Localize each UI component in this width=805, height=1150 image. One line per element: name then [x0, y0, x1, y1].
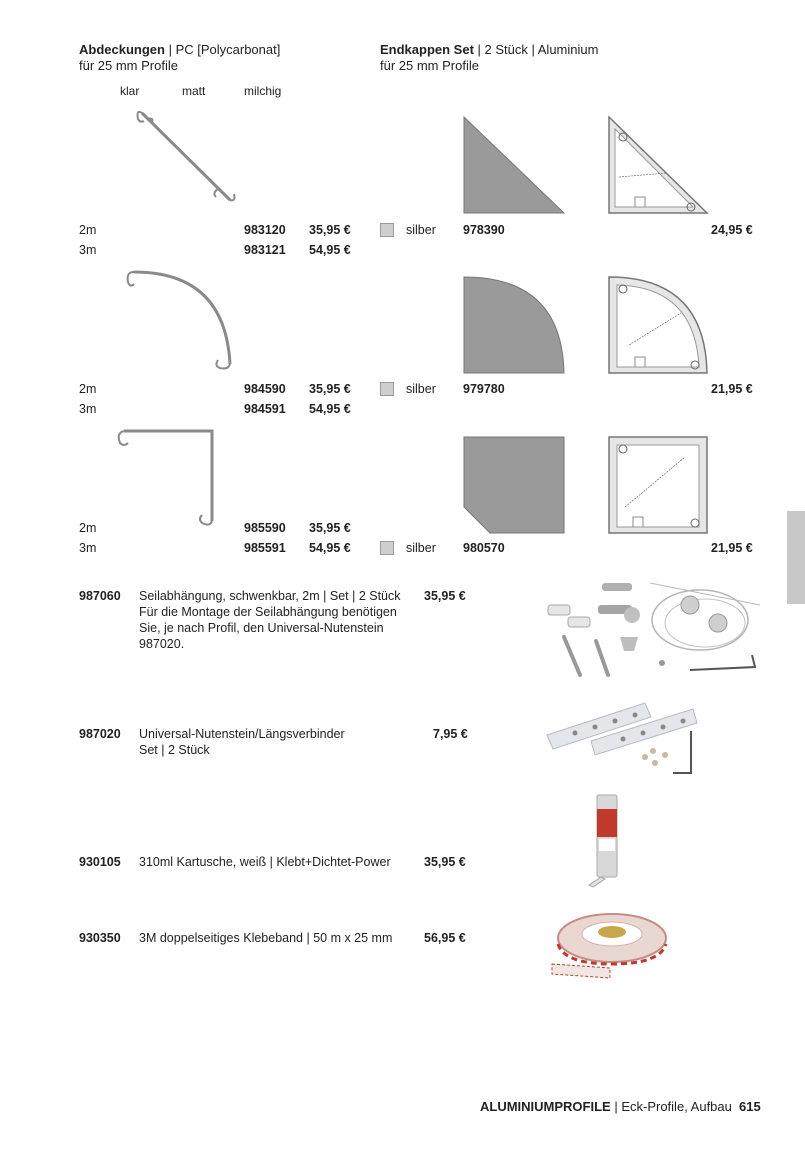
cartridge-image: [585, 793, 625, 888]
endcap2-color-swatch: [380, 382, 394, 396]
cover3-length-3m: 3m: [79, 541, 97, 555]
acc1-line-1: Seilabhängung, schwenkbar, 2m | Set | 2 Stück: [139, 589, 401, 603]
cover2-price-3m: 54,95 €: [309, 402, 351, 416]
endcap1-code: 978390: [463, 223, 505, 237]
endcap1-color: silber: [406, 223, 436, 237]
variant-matt: matt: [182, 84, 206, 98]
cover1-code-2m: 983120: [244, 223, 286, 237]
acc4-code: 930350: [79, 931, 121, 945]
acc1-line-3: Sie, je nach Profil, den Universal-Nutenstein: [139, 621, 384, 635]
cover2-length-2m: 2m: [79, 382, 97, 396]
endcap-triangle-image: [462, 115, 567, 215]
acc2-line-1: Universal-Nutenstein/Längsverbinder: [139, 727, 345, 741]
endcap1-price: 24,95 €: [711, 223, 753, 237]
acc1-code: 987060: [79, 589, 121, 603]
cover3-price-3m: 54,95 €: [309, 541, 351, 555]
profile-square-drawing: [605, 435, 710, 535]
variant-klar: klar: [120, 84, 140, 98]
endcap2-code: 979780: [463, 382, 505, 396]
endcap-square-image: [462, 435, 567, 535]
acc3-line-1: 310ml Kartusche, weiß | Klebt+Dichtet-Power: [139, 855, 391, 869]
page-number: 615: [739, 1099, 761, 1114]
acc2-line-2: Set | 2 Stück: [139, 743, 210, 757]
cover2-code-2m: 984590: [244, 382, 286, 396]
cover3-code-2m: 985590: [244, 521, 286, 535]
footer-section: ALUMINIUMPROFILE: [480, 1099, 611, 1114]
endcap3-price: 21,95 €: [711, 541, 753, 555]
acc1-price: 35,95 €: [424, 589, 466, 603]
cover1-length-2m: 2m: [79, 223, 97, 237]
tape-roll-image: [550, 908, 670, 980]
cover3-code-3m: 985591: [244, 541, 286, 555]
slot-nut-connector-image: [545, 695, 700, 780]
footer: [480, 1099, 732, 1114]
endcaps-subtitle: für 25 mm Profile: [380, 58, 479, 73]
endcaps-title-rest: | 2 Stück | Aluminium: [473, 42, 599, 57]
acc1-line-2: Für die Montage der Seilabhängung benötigen: [139, 605, 397, 619]
variant-milchig: milchig: [244, 84, 282, 98]
cover2-code-3m: 984591: [244, 402, 286, 416]
covers-title-rest: | PC [Polycarbonat]: [164, 42, 281, 57]
covers-header: [79, 42, 280, 58]
profile-quarter-drawing: [605, 275, 710, 375]
acc1-description: [139, 588, 409, 652]
footer-rest: | Eck-Profile, Aufbau: [610, 1099, 732, 1114]
covers-title: Abdeckungen: [79, 42, 165, 57]
cover1-price-2m: 35,95 €: [309, 223, 351, 237]
acc2-description: [139, 726, 409, 758]
profile-triangle-drawing: [605, 115, 710, 215]
acc4-price: 56,95 €: [424, 931, 466, 945]
cover1-code-3m: 983121: [244, 243, 286, 257]
covers-subtitle: für 25 mm Profile: [79, 58, 178, 73]
section-tab: [787, 511, 805, 604]
cover2-price-2m: 35,95 €: [309, 382, 351, 396]
cover1-length-3m: 3m: [79, 243, 97, 257]
endcap2-price: 21,95 €: [711, 382, 753, 396]
cover-rounded-image: [120, 262, 240, 372]
cover3-length-2m: 2m: [79, 521, 97, 535]
endcap-quarter-image: [462, 275, 567, 375]
endcap3-color: silber: [406, 541, 436, 555]
endcap3-code: 980570: [463, 541, 505, 555]
cable-suspension-image: [540, 575, 765, 685]
cover-square-image: [110, 425, 220, 530]
acc4-line-1: 3M doppelseitiges Klebeband | 50 m x 25 mm: [139, 931, 393, 945]
cover-diagonal-image: [130, 105, 240, 210]
endcaps-header: [380, 42, 598, 58]
endcaps-title: Endkappen Set: [380, 42, 474, 57]
endcap2-color: silber: [406, 382, 436, 396]
acc3-description: [139, 854, 419, 870]
acc1-line-4: 987020.: [139, 637, 185, 651]
cover1-price-3m: 54,95 €: [309, 243, 351, 257]
acc4-description: [139, 930, 419, 946]
acc2-price: 7,95 €: [433, 727, 468, 741]
acc3-code: 930105: [79, 855, 121, 869]
endcap3-color-swatch: [380, 541, 394, 555]
endcap1-color-swatch: [380, 223, 394, 237]
acc3-price: 35,95 €: [424, 855, 466, 869]
cover3-price-2m: 35,95 €: [309, 521, 351, 535]
acc2-code: 987020: [79, 727, 121, 741]
cover2-length-3m: 3m: [79, 402, 97, 416]
